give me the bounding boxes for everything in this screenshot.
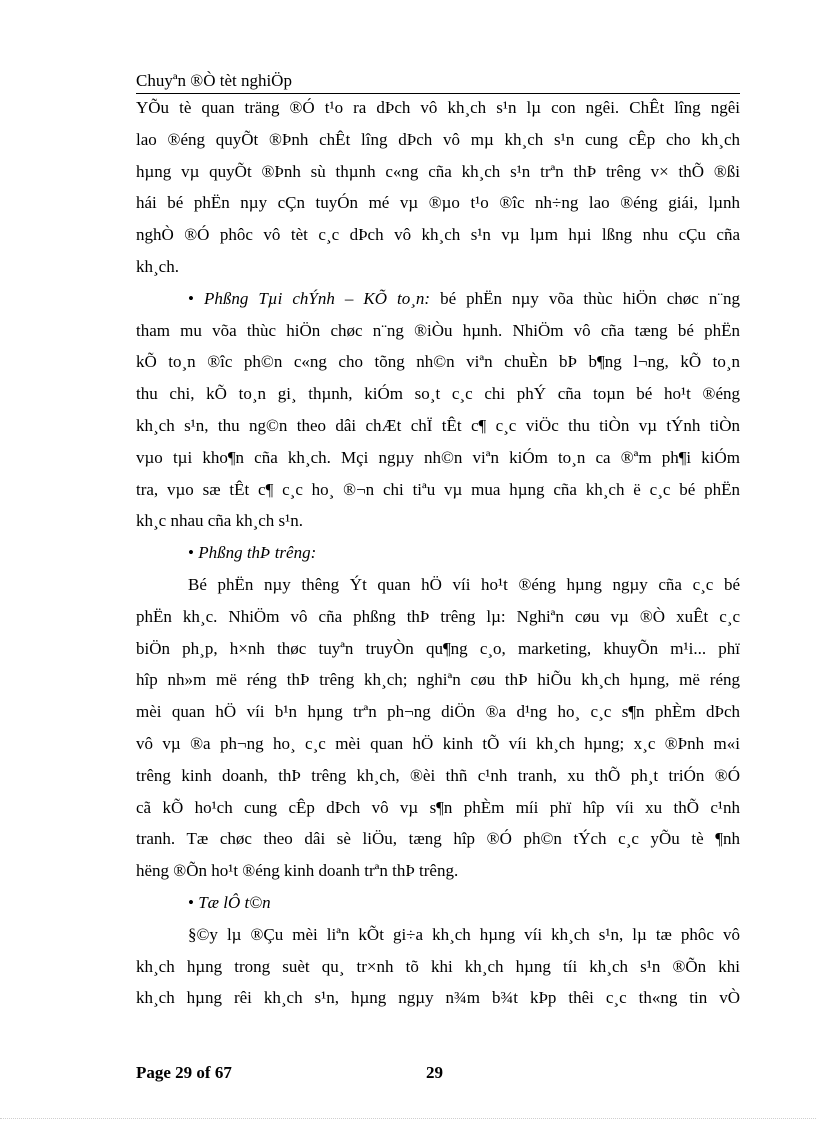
page-count-label: Page 29 of 67	[136, 1063, 232, 1082]
section-heading-reception: Tæ lÔ t©n	[198, 892, 271, 912]
paragraph-line: trêng kinh doanh, thÞ trêng kh¸ch, ®èi thñ c¹nh tranh, xu thÕ ph¸t triÓn ®Ó	[136, 765, 740, 785]
paragraph-line: kh¸ch s¹n, thu ng©n theo dâi chÆt chÏ tÊt c¶ c¸c viÖc thu tiÒn vµ tÝnh tiÒn	[136, 415, 740, 435]
bullet-finance	[136, 283, 740, 315]
paragraph-line: phËn kh¸c. NhiÖm vô cña phßng thÞ trêng lµ: Nghiªn cøu vµ ®Ò xuÊt c¸c	[136, 606, 740, 626]
paragraph-line: hëng ®Õn ho¹t ®éng kinh doanh trªn thÞ trêng.	[136, 861, 459, 881]
page-bottom-divider	[0, 1118, 816, 1120]
paragraph-line: nghÒ ®Ó phôc vô tèt c¸c dÞch vô kh¸ch s¹n vµ lµm hµi lßng nhu cÇu cña	[136, 225, 740, 245]
paragraph-line: hái bé phËn nµy cÇn tuyÓn mé vµ ®µo t¹o ®îc nh÷ng lao ®éng giái, lµnh	[136, 193, 740, 213]
bullet-market	[136, 537, 740, 569]
paragraph-line: cã kÕ ho¹ch cung cÊp dÞch vô vµ s¶n phÈm míi phï hîp víi xu thÕ c¹nh	[136, 797, 740, 817]
paragraph-line: vô vµ ®a ph¬ng ho¸ c¸c mèi quan hÖ kinh tÕ víi kh¸ch hµng; x¸c ®Þnh m«i	[136, 733, 740, 753]
paragraph-line: kh¸ch hµng rêi kh¸ch s¹n, hµng ngµy n¾m b¾t kÞp thêi c¸c th«ng tin vÒ	[136, 988, 740, 1008]
section-heading-market: Phßng thÞ trêng:	[198, 543, 317, 563]
paragraph-line: hîp nh»m më réng thÞ trêng kh¸ch; nghiªn cøu thÞ hiÕu kh¸ch hµng, më réng	[136, 670, 740, 690]
bullet-icon: •	[188, 288, 194, 308]
body-text	[136, 92, 740, 1014]
page-header: Chuyªn ®Ò tèt nghiÖp	[136, 70, 740, 94]
paragraph-line: tranh. Tæ chøc theo dâi sè liÖu, tæng hîp ®Ó ph©n tÝch c¸c yÕu tè ¶nh	[136, 829, 740, 849]
paragraph-line: biÖn ph¸p, h×nh thøc tuyªn truyÒn qu¶ng c¸o, marketing, khuyÕn m¹i... phï	[136, 638, 740, 658]
bullet-reception	[136, 887, 740, 919]
paragraph-line: mèi quan hÖ víi b¹n hµng trªn ph¬ng diÖn ®a d¹ng ho¸ c¸c s¶n phÈm dÞch	[136, 702, 740, 722]
bullet-icon: •	[188, 543, 194, 563]
bullet-icon: •	[188, 892, 194, 912]
paragraph-line: YÕu tè quan träng ®Ó t¹o ra dÞch vô kh¸ch s¹n lµ con ngêi. ChÊt lîng ngêi	[136, 98, 740, 117]
paragraph-line: tra, vµo sæ tÊt c¶ c¸c ho¸ ®¬n chi tiªu vµ mua hµng cña kh¸ch ë c¸c bé phËn	[136, 479, 740, 499]
paragraph-line: lao ®éng quyÕt ®Þnh chÊt lîng dÞch vô mµ kh¸ch s¹n cung cÊp cho kh¸ch	[136, 129, 740, 149]
paragraph-line: §©y lµ ®Çu mèi liªn kÕt gi÷a kh¸ch hµng víi kh¸ch s¹n, lµ tæ phôc vô	[188, 924, 740, 944]
paragraph-line: Bé phËn nµy thêng Ýt quan hÖ víi ho¹t ®éng hµng ngµy cña c¸c bé	[188, 574, 740, 594]
section-heading-finance: Phßng Tµi chÝnh – KÕ to¸n:	[203, 288, 431, 308]
paragraph-line: vµo tµi kho¶n cña kh¸ch. Mçi ngµy nh©n viªn kiÓm to¸n ca ®ªm ph¶i kiÓm	[136, 447, 740, 467]
paragraph-line: kh¸ch hµng trong suèt qu¸ tr×nh tõ khi kh¸ch hµng tíi kh¸ch s¹n ®Õn khi	[136, 956, 740, 976]
paragraph-line: kh¸ch.	[136, 256, 179, 276]
paragraph-line: hµng vµ quyÕt ®Þnh sù thµnh c«ng cña kh¸ch s¹n trªn thÞ trêng v× thÕ ®ßi	[136, 161, 740, 181]
paragraph-line: kÕ to¸n ®îc ph©n c«ng cho tõng nh©n viªn chuÈn bÞ b¶ng l¬ng, kÕ to¸n	[136, 352, 740, 372]
page-number: 29	[426, 1063, 443, 1082]
paragraph-line: thu chi, kÕ to¸n gi¸ thµnh, kiÓm so¸t c¸c chi phÝ cña toµn bé ho¹t ®éng	[136, 384, 740, 404]
section-finance-intro: bé phËn nµy võa thùc hiÖn chøc n¨ng	[430, 288, 740, 308]
paragraph-line: kh¸c nhau cña kh¸ch s¹n.	[136, 511, 304, 531]
paragraph-line: tham mu võa thùc hiÖn chøc n¨ng ®iÒu hµnh. NhiÖm vô cña tæng bé phËn	[136, 320, 740, 340]
